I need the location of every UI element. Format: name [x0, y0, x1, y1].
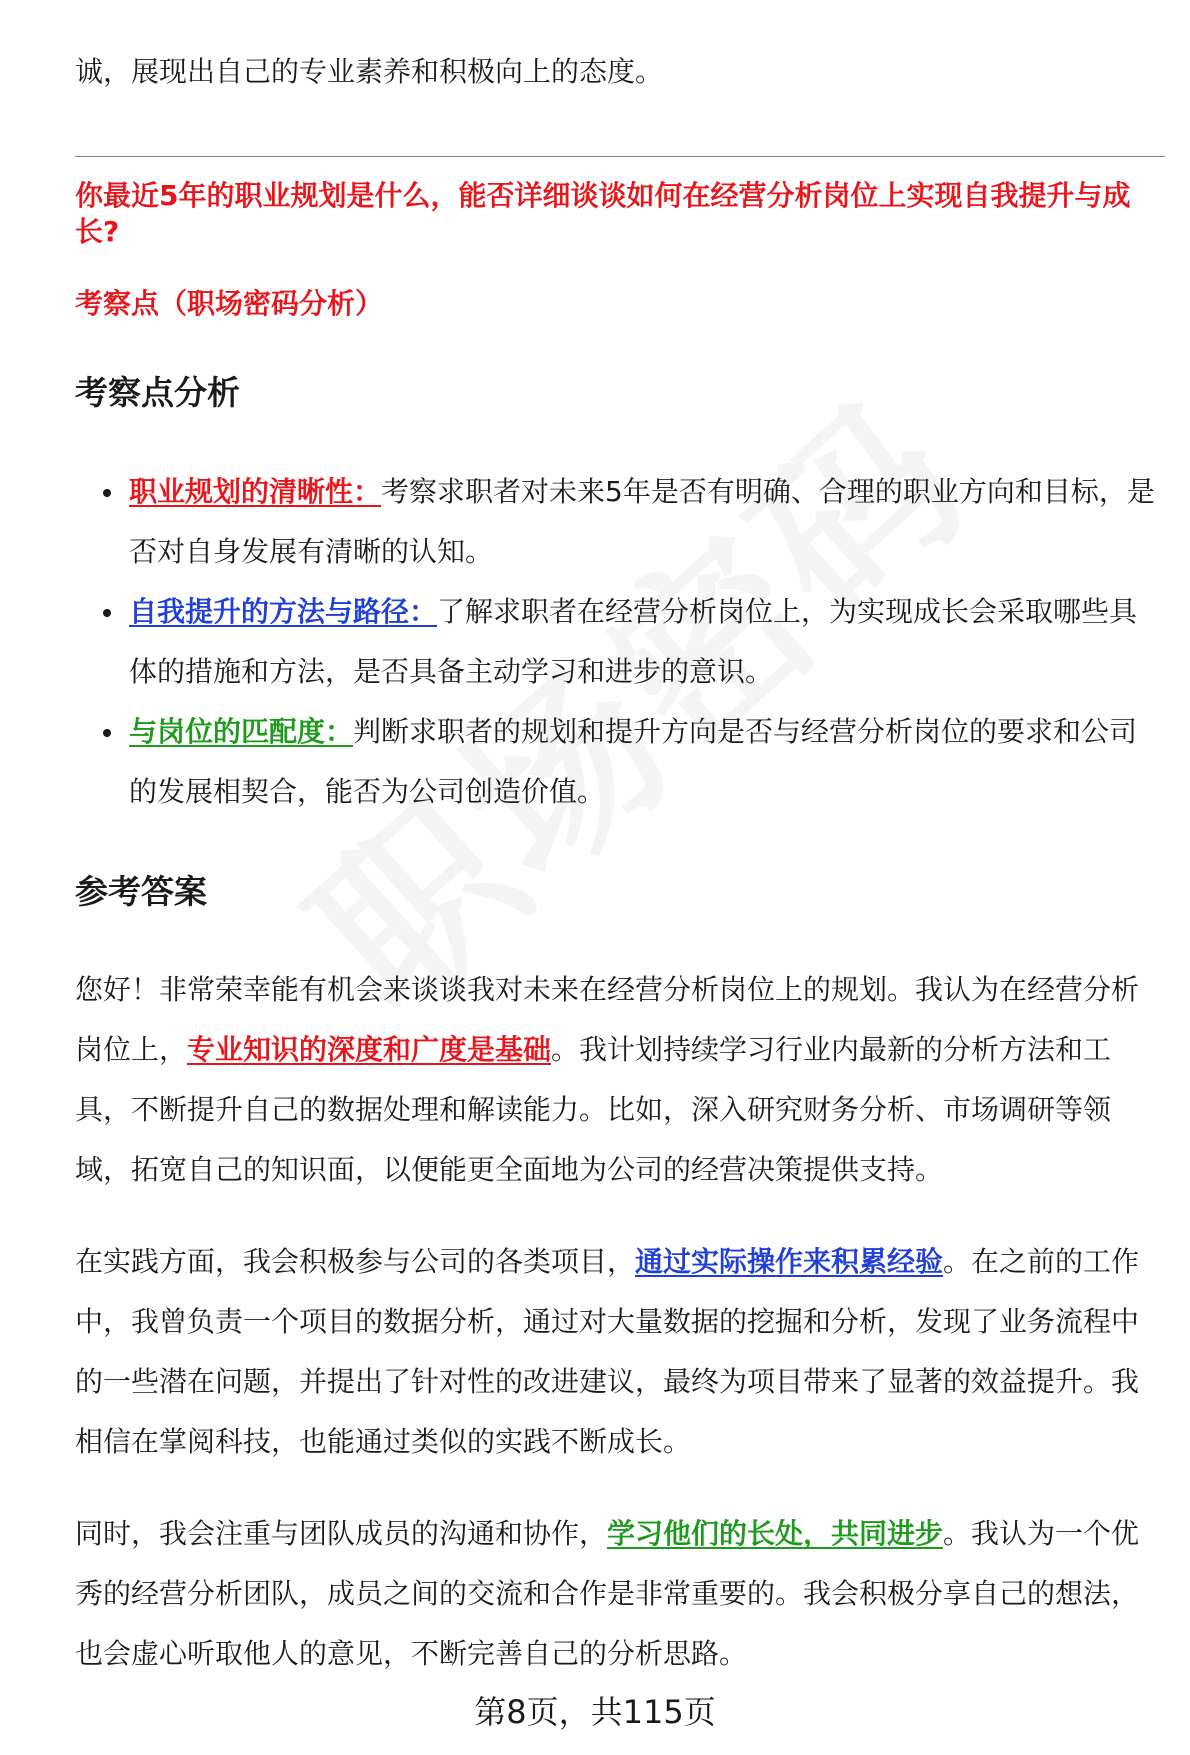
- paragraph-keyword: 通过实际操作来积累经验: [635, 1245, 944, 1278]
- bullet-keyword: 自我提升的方法与路径：: [129, 595, 438, 628]
- question-title: 你最近5年的职业规划是什么，能否详细谈谈如何在经营分析岗位上实现自我提升与成长?: [75, 179, 1131, 248]
- section-divider: [75, 156, 1165, 157]
- bullet-item: [75, 702, 1165, 822]
- paragraph-keyword: 学习他们的长处，共同进步: [607, 1517, 944, 1550]
- answer-heading: 参考答案: [75, 872, 207, 911]
- paragraph-text: 您好！非常荣幸能有机会来谈谈我对未来在经营分析岗位上的规划。我认为在经营分析岗位上，: [75, 973, 1140, 1066]
- bullet-item: [75, 462, 1165, 582]
- bullet-text: 判断求职者的规划和提升方向是否与经营分析岗位的要求和公司的发展相契合，能否为公司创造价值。: [129, 715, 1138, 808]
- paragraph-keyword: 专业知识的深度和广度是基础: [187, 1033, 552, 1066]
- paragraph-text: 。我计划持续学习行业内最新的分析方法和工具，不断提升自己的数据处理和解读能力。比如，深入研究财务分析、市场调研等领域，拓宽自己的知识面，以便能更全面地为公司的经营决策提供支持。: [75, 1033, 1112, 1186]
- paragraph-text: 同时，我会注重与团队成员的沟通和协作，: [75, 1517, 608, 1550]
- bullet-dot-icon: [103, 609, 111, 617]
- paragraph-text: 。我认为一个优秀的经营分析团队，成员之间的交流和合作是非常重要的。我会积极分享自己的想法，也会虚心听取他人的意见，不断完善自己的分析思路。: [75, 1517, 1140, 1670]
- answer-paragraph: [75, 1232, 1165, 1472]
- exam-point-label: 考察点（职场密码分析）: [75, 287, 384, 320]
- paragraph-text: 在实践方面，我会积极参与公司的各类项目，: [75, 1245, 636, 1278]
- answer-paragraph: [75, 1504, 1165, 1684]
- bullet-text: 考察求职者对未来5年是否有明确、合理的职业方向和目标，是否对自身发展有清晰的认知。: [129, 475, 1155, 568]
- bullet-dot-icon: [103, 489, 111, 497]
- analysis-bullet-list: [75, 462, 1165, 822]
- intro-text: 诚，展现出自己的专业素养和积极向上的态度。: [75, 55, 664, 88]
- answer-paragraph: [75, 960, 1165, 1200]
- bullet-item: [75, 582, 1165, 702]
- analysis-heading: 考察点分析: [75, 373, 240, 412]
- bullet-keyword: 与岗位的匹配度：: [129, 715, 354, 748]
- bullet-keyword: 职业规划的清晰性：: [129, 475, 382, 508]
- bullet-text: 了解求职者在经营分析岗位上，为实现成长会采取哪些具体的措施和方法，是否具备主动学习和进步的意识。: [129, 595, 1138, 688]
- page-number-footer: 第8页，共115页: [474, 1693, 716, 1731]
- paragraph-text: 。在之前的工作中，我曾负责一个项目的数据分析，通过对大量数据的挖掘和分析，发现了业务流程中的一些潜在问题，并提出了针对性的改进建议，最终为项目带来了显著的效益提升。我相信在掌阅科技，也能通过类似的实践不断成长。: [75, 1245, 1140, 1458]
- bullet-dot-icon: [103, 729, 111, 737]
